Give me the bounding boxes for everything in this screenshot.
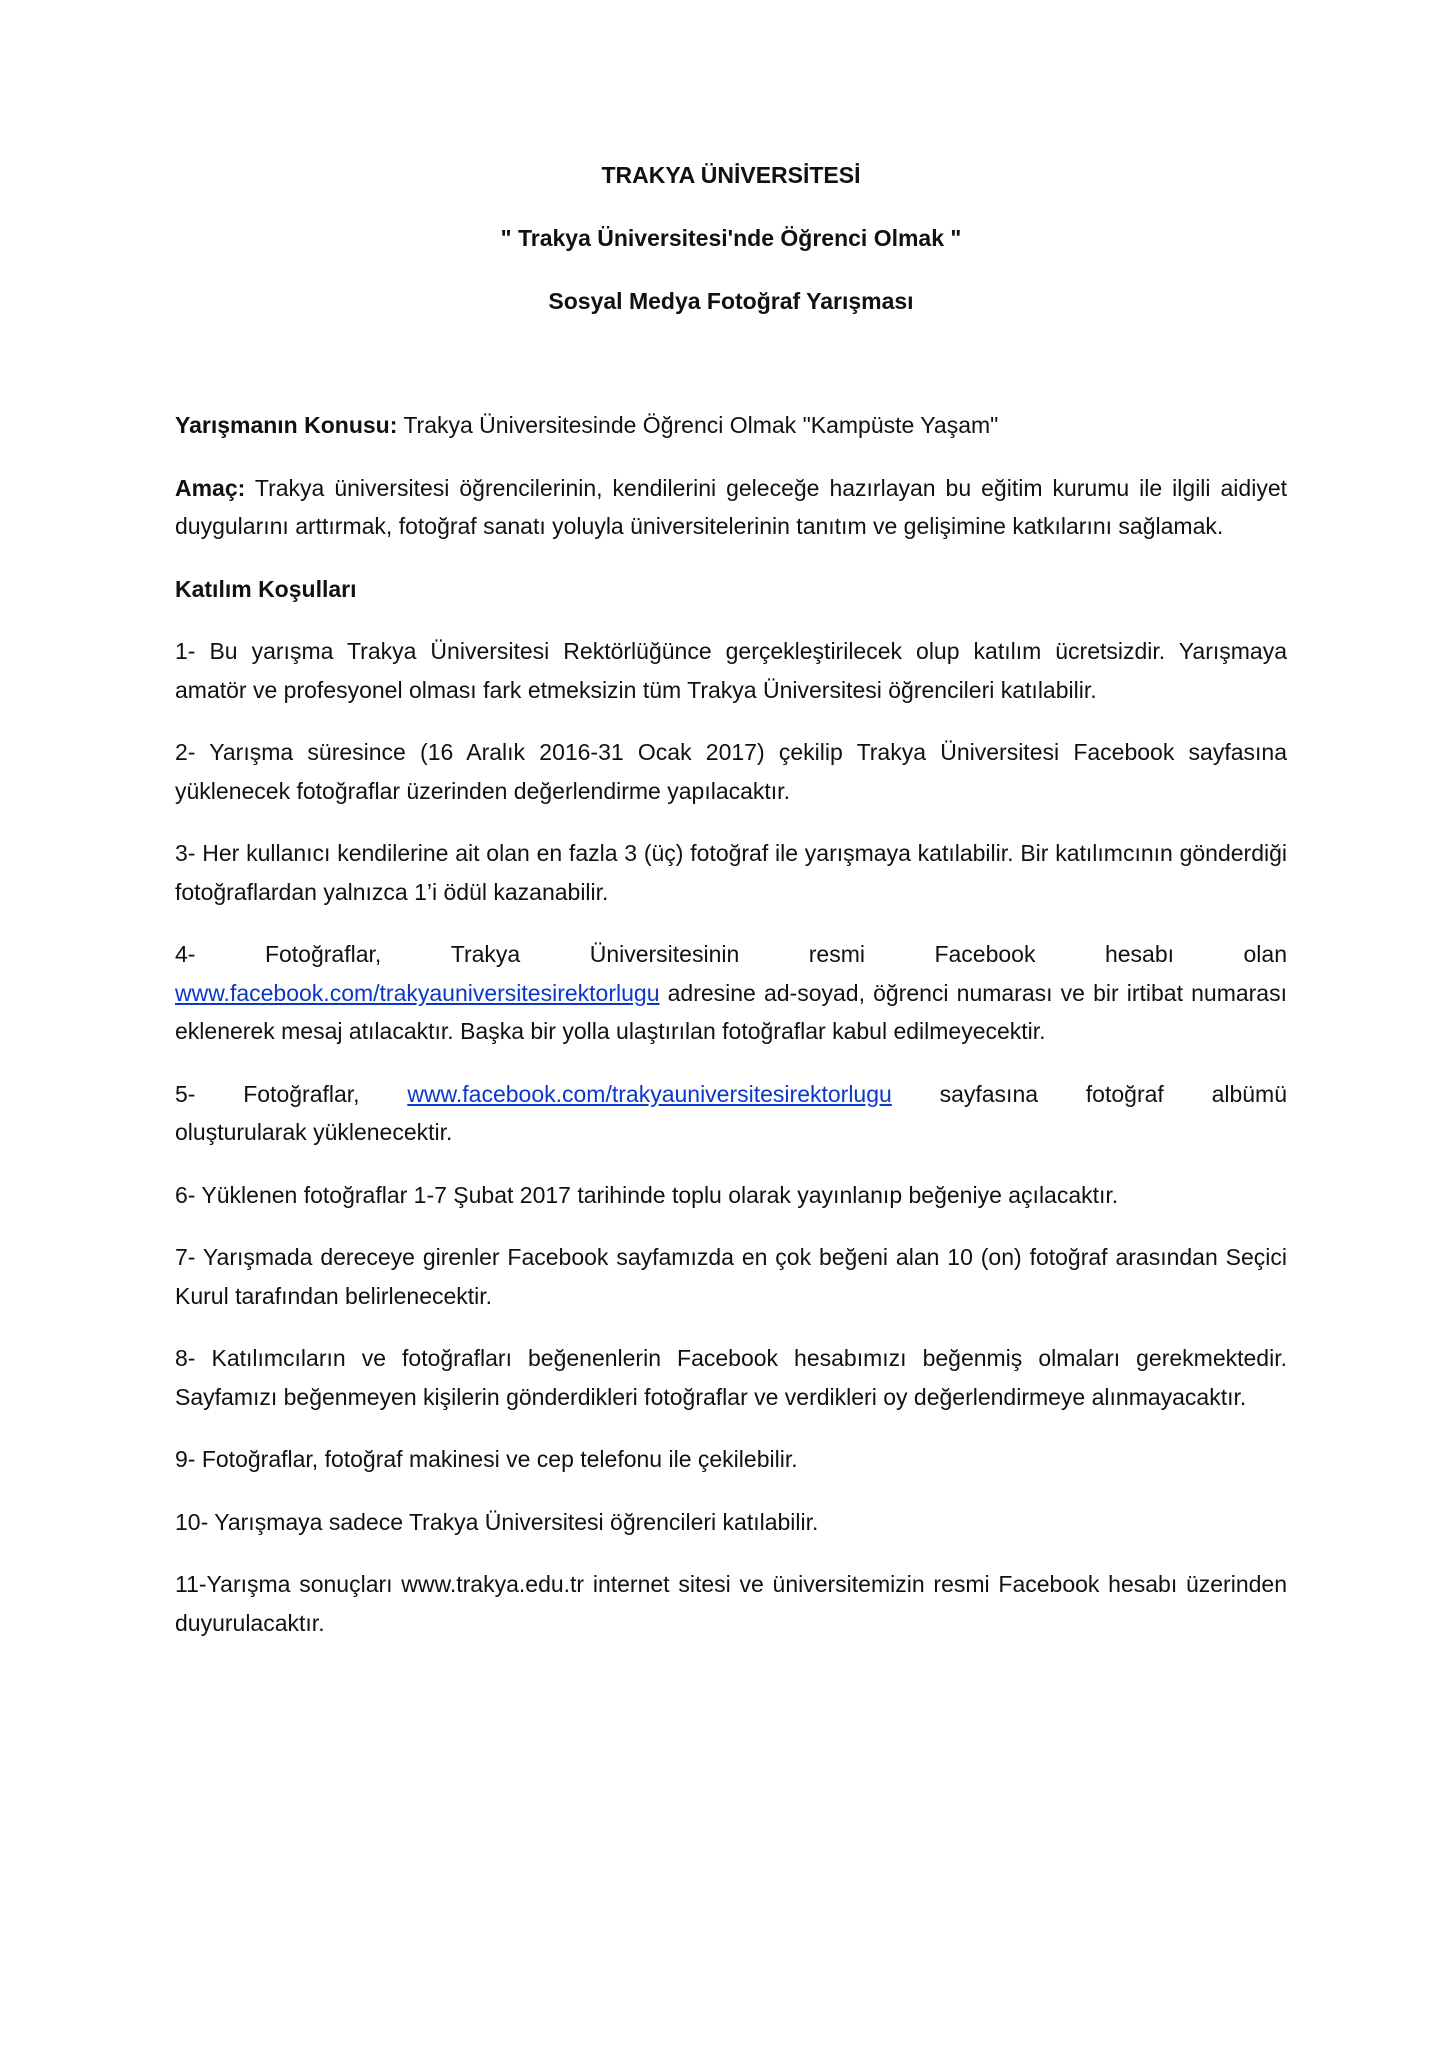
purpose-paragraph [175, 469, 1287, 546]
condition-item-2: 2- Yarışma süresince (16 Aralık 2016-31 Ocak 2017) çekilip Trakya Üniversitesi Facebook sayfasına yüklenecek fotoğraflar üzerinden değerlendirme yapılacaktır. [175, 739, 1287, 804]
subject-text: Trakya Üniversitesinde Öğrenci Olmak "Kampüste Yaşam" [397, 412, 999, 438]
condition-item-5-first-line [175, 1075, 1287, 1114]
title-block [175, 160, 1287, 316]
condition-item-10: 10- Yarışmaya sadece Trakya Üniversitesi öğrencileri katılabilir. [175, 1508, 819, 1535]
word: 5- [175, 1080, 196, 1107]
word: resmi [808, 941, 865, 967]
condition-item-1: 1- Bu yarışma Trakya Üniversitesi Rektörlüğünce gerçekleştirilecek olup katılım ücretsizdir. Yarışmaya amatör ve profesyonel olması fark etmeksizin tüm Trakya Üniversitesi öğrencileri katılabilir. [175, 638, 1287, 703]
conditions-heading: Katılım Koşulları [175, 575, 357, 602]
competition-title: Sosyal Medya Fotoğraf Yarışması [548, 288, 914, 314]
word: Facebook [934, 941, 1036, 967]
word: sayfasına [939, 1080, 1039, 1107]
condition-item-5 [175, 1075, 1287, 1152]
condition-item-4-first-line [175, 935, 1287, 974]
event-subtitle: " Trakya Üniversitesi'nde Öğrenci Olmak " [500, 225, 962, 251]
document-page [175, 160, 1287, 1666]
word: Fotoğraflar, [264, 941, 382, 967]
facebook-page-link[interactable]: www.facebook.com/trakyauniversitesirektorlugu [407, 1080, 892, 1107]
condition-item-4-text: adresine ad-soyad, öğrenci numarası ve bir irtibat numarası eklenerek mesaj atılacaktır. Başka bir yolla ulaştırılan fotoğraflar kabul edilmeyecektir. [175, 979, 1287, 1044]
condition-item-3: 3- Her kullanıcı kendilerine ait olan en fazla 3 (üç) fotoğraf ile yarışmaya katılabilir. Bir katılımcının gönderdiği fotoğraflardan yalnızca 1’i ödül kazanabilir. [175, 840, 1287, 905]
word: Fotoğraflar, [243, 1080, 360, 1107]
condition-item-4 [175, 935, 1287, 1051]
university-title: TRAKYA ÜNİVERSİTESİ [601, 162, 861, 188]
condition-item-7: 7- Yarışmada dereceye girenler Facebook sayfamızda en çok beğeni alan 10 (on) fotoğraf arasından Seçici Kurul tarafından belirlenecektir. [175, 1244, 1287, 1309]
word: Trakya [450, 941, 521, 967]
purpose-text: Trakya üniversitesi öğrencilerinin, kendilerini geleceğe hazırlayan bu eğitim kurumu ile ilgili aidiyet duygularını arttırmak, fotoğraf sanatı yoluyla üniversitelerinin tanıtım ve gelişimine katkılarını sağlamak. [175, 474, 1287, 539]
condition-item-5-rest: oluşturularak yüklenecektir. [175, 1119, 453, 1145]
word: Üniversitesinin [589, 941, 740, 967]
condition-item-6: 6- Yüklenen fotoğraflar 1-7 Şubat 2017 tarihinde toplu olarak yayınlanıp beğeniye açılacaktır. [175, 1181, 1119, 1208]
word: albümü [1211, 1080, 1287, 1107]
condition-item-11: 11-Yarışma sonuçları www.trakya.edu.tr internet sitesi ve üniversitemizin resmi Facebook hesabı üzerinden duyurulacaktır. [175, 1571, 1287, 1636]
word: hesabı [1104, 941, 1175, 967]
condition-item-4-rest [175, 974, 1287, 1051]
word: 4- [175, 941, 196, 967]
facebook-page-link[interactable]: www.facebook.com/trakyauniversitesirektorlugu [175, 979, 660, 1006]
condition-item-9: 9- Fotoğraflar, fotoğraf makinesi ve cep telefonu ile çekilebilir. [175, 1446, 798, 1472]
word: fotoğraf [1085, 1080, 1164, 1107]
subject-label: Yarışmanın Konusu: [175, 412, 398, 438]
condition-item-8: 8- Katılımcıların ve fotoğrafları beğenenlerin Facebook hesabımızı beğenmiş olmaları gerekmektedir. Sayfamızı beğenmeyen kişilerin gönderdikleri fotoğraflar ve verdikleri oy değerlendirmeye alınmayacaktır. [175, 1345, 1287, 1410]
word: olan [1243, 941, 1287, 967]
subject-paragraph [175, 406, 1287, 445]
purpose-label: Amaç: [175, 474, 246, 501]
